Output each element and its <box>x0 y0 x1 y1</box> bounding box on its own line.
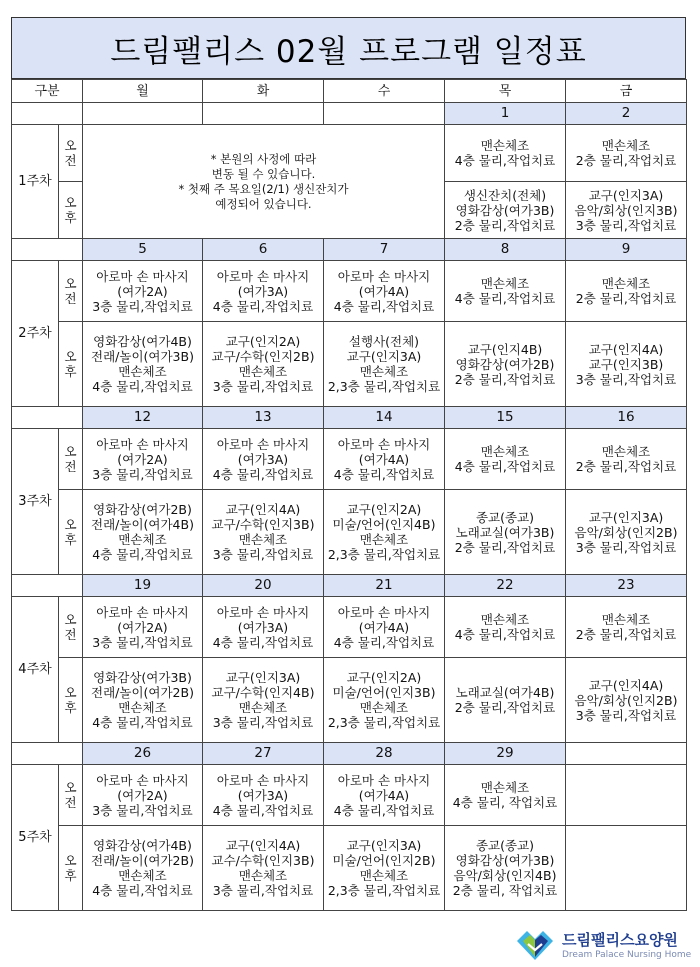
cell-line: 3층 물리,작업치료 <box>212 547 314 562</box>
cell-line: 아로마 손 마사지 <box>96 268 189 284</box>
cell-line: (여가2A) <box>117 451 168 467</box>
cell-line: 교구/수학(인지2B) <box>211 349 315 364</box>
date-cell: 13 <box>203 407 324 429</box>
page-title: 드림팰리스 02월 프로그램 일정표 <box>110 33 587 70</box>
schedule-table <box>11 79 687 911</box>
pm-program-cell <box>566 826 687 911</box>
date-cell: 22 <box>445 575 566 597</box>
cell-line: 음악/회상(인지2B) <box>574 692 678 708</box>
cell-line: 교구(인지3A) <box>225 670 301 685</box>
cell-line: 맨손체조 <box>359 700 409 715</box>
am-label <box>59 429 83 490</box>
pm-program-cell <box>566 658 687 743</box>
am-label-line: 전 <box>64 291 77 306</box>
cell-line: 4층 물리,작업치료 <box>454 291 556 306</box>
pm-program-cell <box>566 182 687 239</box>
date-cell <box>324 103 445 125</box>
cell-line: 교구(인지3A) <box>588 187 664 203</box>
pm-program-cell <box>83 826 203 911</box>
am-label-line: 전 <box>64 459 77 474</box>
header-day: 화 <box>203 80 324 103</box>
pm-row <box>12 490 687 575</box>
cell-line: 4층 물리,작업치료 <box>333 466 435 482</box>
week-label: 3주차 <box>12 429 59 575</box>
cell-line: 맨손체조 <box>359 868 409 883</box>
am-program-cell <box>324 597 445 658</box>
cell-line: 3층 물리,작업치료 <box>212 883 314 898</box>
pm-label-line: 후 <box>64 532 77 547</box>
cell-line: 맨손체조 <box>359 364 409 379</box>
cell-line: 4층 물리,작업치료 <box>454 627 556 642</box>
pm-program-cell <box>203 322 324 407</box>
cell-line: 아로마 손 마사지 <box>216 604 310 620</box>
cell-line: 맨손체조 <box>480 780 530 795</box>
cell-line: 맨손체조 <box>480 612 530 627</box>
header-day: 월 <box>83 80 203 103</box>
am-label-line: 전 <box>64 627 77 642</box>
cell-line: 2층 물리, 작업치료 <box>452 883 558 898</box>
cell-line: 4층 물리,작업치료 <box>454 459 556 474</box>
pm-label <box>59 182 83 239</box>
cell-line: 영화감상(여가3B) <box>455 202 555 218</box>
cell-line: 아로마 손 마사지 <box>337 436 431 452</box>
am-program-cell <box>203 765 324 826</box>
am-label <box>59 597 83 658</box>
cell-line: 3층 물리,작업치료 <box>575 707 677 723</box>
am-program-cell <box>83 597 203 658</box>
cell-line: 맨손체조 <box>118 532 167 547</box>
cell-line: 3층 물리,작업치료 <box>92 634 193 650</box>
date-row <box>12 407 687 429</box>
cell-line: 아로마 손 마사지 <box>337 268 431 284</box>
am-program-cell <box>445 429 566 490</box>
cell-line: 4층 물리,작업치료 <box>333 634 435 650</box>
am-label-line: 오 <box>64 138 77 153</box>
date-cell: 29 <box>445 743 566 765</box>
cell-line: 맨손체조 <box>601 276 651 291</box>
pm-program-cell <box>324 658 445 743</box>
cell-line: 2층 물리,작업치료 <box>454 700 556 715</box>
cell-line: 교구(인지3A) <box>346 838 422 853</box>
pm-program-cell <box>203 490 324 575</box>
pm-row <box>12 658 687 743</box>
pm-label-line: 오 <box>64 853 77 868</box>
am-program-cell <box>445 597 566 658</box>
am-label <box>59 125 83 182</box>
cell-line: 4층 물리,작업치료 <box>333 298 435 314</box>
cell-line: 맨손체조 <box>359 532 409 547</box>
am-row <box>12 765 687 826</box>
cell-line: 아로마 손 마사지 <box>337 604 431 620</box>
cell-line: 교구(인지3B) <box>588 356 664 372</box>
cell-line: (여가3A) <box>237 451 289 467</box>
cell-line: 4층 물리,작업치료 <box>92 883 193 898</box>
pm-label-line: 오 <box>64 685 77 700</box>
date-cell: 26 <box>83 743 203 765</box>
pm-program-cell <box>83 490 203 575</box>
cell-line: 2층 물리,작업치료 <box>454 539 556 555</box>
am-program-cell <box>324 261 445 322</box>
cell-line: 맨손체조 <box>238 868 288 883</box>
pm-row <box>12 826 687 911</box>
date-cell: 7 <box>324 239 445 261</box>
cell-line: 2,3층 물리,작업치료 <box>327 715 441 730</box>
cell-line: (여가3A) <box>237 619 289 635</box>
cell-line: 2층 물리,작업치료 <box>575 153 677 168</box>
date-row-spacer <box>12 575 83 597</box>
am-program-cell <box>566 765 687 826</box>
cell-line: 영화감상(여가3B) <box>455 853 555 868</box>
cell-line: 영화감상(여가3B) <box>93 670 192 685</box>
am-program-cell <box>445 125 566 182</box>
pm-program-cell <box>566 322 687 407</box>
date-cell: 23 <box>566 575 687 597</box>
date-row <box>12 743 687 765</box>
cell-line: 2층 물리,작업치료 <box>575 459 677 474</box>
header-day: 수 <box>324 80 445 103</box>
cell-line: 맨손체조 <box>480 276 530 291</box>
date-cell: 19 <box>83 575 203 597</box>
cell-line: 교수/수학(인지3B) <box>211 853 315 868</box>
cell-line: 3층 물리,작업치료 <box>575 217 677 233</box>
pm-label <box>59 826 83 911</box>
cell-line: 4층 물리,작업치료 <box>92 379 193 394</box>
week-label: 5주차 <box>12 765 59 911</box>
date-cell: 8 <box>445 239 566 261</box>
date-row-spacer <box>12 103 83 125</box>
cell-line: 교구(인지4A) <box>588 341 664 357</box>
cell-line: (여가2A) <box>117 283 168 299</box>
notice-cell <box>83 125 445 239</box>
cell-line: 교구(인지4A) <box>225 502 301 517</box>
am-row <box>12 597 687 658</box>
cell-line: 4층 물리, 작업치료 <box>452 795 558 810</box>
cell-line: 영화감상(여가4B) <box>93 838 192 853</box>
date-cell: 14 <box>324 407 445 429</box>
am-label <box>59 261 83 322</box>
cell-line: 아로마 손 마사지 <box>337 772 431 788</box>
cell-line: 교구(인지2A) <box>225 334 301 349</box>
cell-line: (여가4A) <box>358 283 410 299</box>
cell-line: 미술/언어(인지2B) <box>332 853 436 868</box>
cell-line: 맨손체조 <box>601 444 651 459</box>
cell-line: (여가3A) <box>237 283 289 299</box>
cell-line: 2층 물리,작업치료 <box>454 371 556 387</box>
pm-program-cell <box>203 826 324 911</box>
cell-line: 미술/언어(인지4B) <box>332 517 436 532</box>
cell-line: 맨손체조 <box>118 868 167 883</box>
logo-subtitle: Dream Palace Nursing Home <box>562 950 692 960</box>
cell-line: 아로마 손 마사지 <box>96 604 189 620</box>
cell-line: 교구(인지4A) <box>588 677 664 693</box>
cell-line: 전래/놀이(여가3B) <box>91 349 194 364</box>
cell-line: 교구(인지4B) <box>467 341 543 357</box>
am-label-line: 오 <box>64 612 77 627</box>
header-day: 금 <box>566 80 687 103</box>
date-cell: 12 <box>83 407 203 429</box>
cell-line: 2층 물리,작업치료 <box>575 291 677 306</box>
cell-line: 노래교실(여가3B) <box>455 524 555 540</box>
am-program-cell <box>566 125 687 182</box>
am-label-line: 오 <box>64 780 77 795</box>
date-row-spacer <box>12 239 83 261</box>
pm-program-cell <box>203 658 324 743</box>
cell-line: 맨손체조 <box>601 138 651 153</box>
cell-line: 교구(인지3A) <box>588 509 664 525</box>
am-program-cell <box>324 765 445 826</box>
am-program-cell <box>445 261 566 322</box>
pm-row <box>12 322 687 407</box>
cell-line: 생신잔치(전체) <box>463 187 547 203</box>
cell-line: (여가3A) <box>237 787 289 803</box>
date-cell: 15 <box>445 407 566 429</box>
pm-program-cell <box>445 322 566 407</box>
cell-line: * 첫째 주 목요일(2/1) 생신잔치가 <box>178 181 349 196</box>
cell-line: 아로마 손 마사지 <box>96 436 189 452</box>
logo-name: 드림팰리스요양원 <box>562 931 678 949</box>
cell-line: 전래/놀이(여가2B) <box>91 853 194 868</box>
cell-line: (여가2A) <box>117 787 168 803</box>
am-label-line: 전 <box>64 153 77 168</box>
pm-program-cell <box>445 490 566 575</box>
cell-line: 4층 물리,작업치료 <box>212 802 314 818</box>
cell-line: 3층 물리,작업치료 <box>92 802 193 818</box>
date-cell: 1 <box>445 103 566 125</box>
cell-line: 변동 될 수 있습니다. <box>211 166 316 181</box>
cell-line: 맨손체조 <box>118 700 167 715</box>
cell-line: 아로마 손 마사지 <box>96 772 189 788</box>
cell-line: 미술/언어(인지3B) <box>332 685 436 700</box>
cell-line: 노래교실(여가4B) <box>455 685 555 700</box>
pm-program-cell <box>445 658 566 743</box>
title-banner <box>11 17 686 79</box>
nursing-home-logo <box>513 925 698 967</box>
cell-line: 영화감상(여가2B) <box>455 356 555 372</box>
pm-label <box>59 322 83 407</box>
pm-program-cell <box>445 826 566 911</box>
pm-label-line: 오 <box>64 195 77 210</box>
pm-program-cell <box>83 658 203 743</box>
cell-line: 4층 물리,작업치료 <box>212 466 314 482</box>
date-cell: 6 <box>203 239 324 261</box>
cell-line: 맨손체조 <box>238 700 288 715</box>
cell-line: 2층 물리,작업치료 <box>454 217 556 233</box>
pm-label-line: 후 <box>64 364 77 379</box>
am-program-cell <box>203 429 324 490</box>
am-program-cell <box>83 765 203 826</box>
date-cell: 27 <box>203 743 324 765</box>
pm-label <box>59 658 83 743</box>
cell-line: 맨손체조 <box>118 364 167 379</box>
cell-line: 3층 물리,작업치료 <box>212 715 314 730</box>
date-row <box>12 575 687 597</box>
date-row <box>12 103 687 125</box>
am-program-cell <box>566 261 687 322</box>
cell-line: 4층 물리,작업치료 <box>92 715 193 730</box>
cell-line: 3층 물리,작업치료 <box>92 466 193 482</box>
cell-line: 4층 물리,작업치료 <box>333 802 435 818</box>
am-program-cell <box>566 429 687 490</box>
cell-line: 예정되어 있습니다. <box>215 196 312 211</box>
cell-line: 3층 물리,작업치료 <box>575 371 677 387</box>
date-row-spacer <box>12 407 83 429</box>
am-row <box>12 261 687 322</box>
am-label-line: 전 <box>64 795 77 810</box>
week-label: 2주차 <box>12 261 59 407</box>
date-cell: 9 <box>566 239 687 261</box>
cell-line: 종교(종교) <box>475 509 535 525</box>
cell-line: 교구(인지2A) <box>346 670 422 685</box>
cell-line: 4층 물리,작업치료 <box>92 547 193 562</box>
cell-line: 설행사(전체) <box>348 334 420 349</box>
cell-line: 3층 물리,작업치료 <box>575 539 677 555</box>
date-cell <box>83 103 203 125</box>
cell-line: * 본원의 사정에 따라 <box>210 151 317 166</box>
pm-label-line: 후 <box>64 868 77 883</box>
cell-line: 2,3층 물리,작업치료 <box>327 547 441 562</box>
cell-line: 아로마 손 마사지 <box>216 268 310 284</box>
pm-program-cell <box>324 490 445 575</box>
cell-line: 3층 물리,작업치료 <box>92 298 193 314</box>
cell-line: 2,3층 물리,작업치료 <box>327 379 441 394</box>
date-row-spacer <box>12 743 83 765</box>
header-row <box>12 80 687 103</box>
header-group: 구분 <box>12 80 83 103</box>
am-label <box>59 765 83 826</box>
cell-line: 전래/놀이(여가2B) <box>91 685 194 700</box>
cell-line: 음악/회상(인지2B) <box>574 524 678 540</box>
date-cell: 21 <box>324 575 445 597</box>
am-program-cell <box>83 429 203 490</box>
cell-line: 맨손체조 <box>480 444 530 459</box>
cell-line: (여가4A) <box>358 787 410 803</box>
cell-line: (여가2A) <box>117 619 168 635</box>
am-program-cell <box>83 261 203 322</box>
cell-line: 교구/수학(인지3B) <box>211 517 315 532</box>
cell-line: 맨손체조 <box>480 138 530 153</box>
cell-line: 음악/회상(인지4B) <box>453 868 557 883</box>
cell-line: (여가4A) <box>358 619 410 635</box>
am-program-cell <box>203 261 324 322</box>
pm-label <box>59 490 83 575</box>
pm-label-line: 오 <box>64 349 77 364</box>
cell-line: 영화감상(여가2B) <box>93 502 192 517</box>
date-cell: 2 <box>566 103 687 125</box>
cell-line: 교구(인지3A) <box>346 349 422 364</box>
pm-program-cell <box>83 322 203 407</box>
pm-label-line: 후 <box>64 210 77 225</box>
cell-line: (여가4A) <box>358 451 410 467</box>
cell-line: 교구(인지2A) <box>346 502 422 517</box>
am-row <box>12 429 687 490</box>
cell-line: 아로마 손 마사지 <box>216 772 310 788</box>
am-label-line: 오 <box>64 444 77 459</box>
date-cell: 28 <box>324 743 445 765</box>
week-label: 4주차 <box>12 597 59 743</box>
cell-line: 맨손체조 <box>238 364 288 379</box>
am-label-line: 오 <box>64 276 77 291</box>
pm-program-cell <box>324 826 445 911</box>
am-row <box>12 125 687 182</box>
header-day: 목 <box>445 80 566 103</box>
cell-line: 4층 물리,작업치료 <box>212 298 314 314</box>
am-program-cell <box>566 597 687 658</box>
cell-line: 음악/회상(인지3B) <box>574 202 678 218</box>
pm-program-cell <box>566 490 687 575</box>
cell-line: 아로마 손 마사지 <box>216 436 310 452</box>
cell-line: 교구/수학(인지4B) <box>211 685 315 700</box>
heart-leaf-logo-icon <box>513 927 555 963</box>
am-program-cell <box>445 765 566 826</box>
am-program-cell <box>203 597 324 658</box>
cell-line: 4층 물리,작업치료 <box>212 634 314 650</box>
pm-label-line: 오 <box>64 517 77 532</box>
cell-line: 영화감상(여가4B) <box>93 334 192 349</box>
week-label: 1주차 <box>12 125 59 239</box>
cell-line: 3층 물리,작업치료 <box>212 379 314 394</box>
date-row <box>12 239 687 261</box>
cell-line: 맨손체조 <box>238 532 288 547</box>
date-cell <box>566 743 687 765</box>
pm-program-cell <box>445 182 566 239</box>
pm-program-cell <box>324 322 445 407</box>
cell-line: 2,3층 물리,작업치료 <box>327 883 441 898</box>
cell-line: 종교(종교) <box>475 838 535 853</box>
date-cell <box>203 103 324 125</box>
cell-line: 전래/놀이(여가4B) <box>91 517 194 532</box>
am-program-cell <box>324 429 445 490</box>
cell-line: 맨손체조 <box>601 612 651 627</box>
date-cell: 20 <box>203 575 324 597</box>
cell-line: 2층 물리,작업치료 <box>575 627 677 642</box>
cell-line: 4층 물리,작업치료 <box>454 153 556 168</box>
date-cell: 16 <box>566 407 687 429</box>
pm-label-line: 후 <box>64 700 77 715</box>
cell-line: 교구(인지4A) <box>225 838 301 853</box>
date-cell: 5 <box>83 239 203 261</box>
